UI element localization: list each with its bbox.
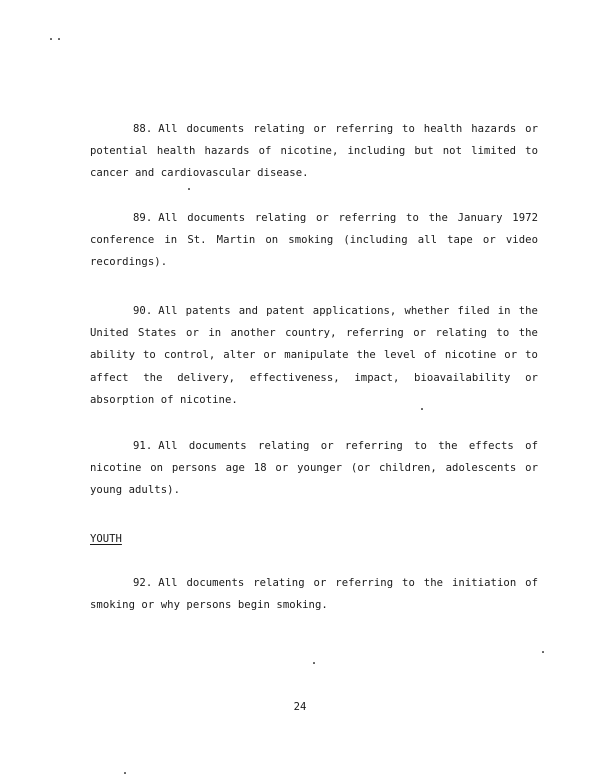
paragraph-text: All documents relating or referring to the effects of nicotine on persons age 18 or younger (or children, adolescents or young adults). xyxy=(90,440,538,497)
scan-speck xyxy=(188,188,190,190)
page-number: 24 xyxy=(293,701,307,713)
scan-speck xyxy=(421,408,423,410)
scan-speck xyxy=(124,772,126,774)
section-heading-youth: YOUTH xyxy=(90,533,122,545)
paragraph-number: 88. xyxy=(133,123,153,135)
request-paragraph-91 xyxy=(90,435,538,502)
request-paragraph-88 xyxy=(90,118,538,185)
paragraph-number: 92. xyxy=(133,577,153,589)
paragraph-text: All documents relating or referring to the January 1972 conference in St. Martin on smoking (including all tape or video recordings). xyxy=(90,212,538,269)
paragraph-number: 90. xyxy=(133,305,153,317)
request-paragraph-90 xyxy=(90,300,538,411)
scan-speck xyxy=(58,38,60,40)
paragraph-text: All documents relating or referring to health hazards or potential health hazards of nicotine, including but not limited to cancer and cardiovascular disease. xyxy=(90,123,538,180)
request-paragraph-89 xyxy=(90,207,538,274)
paragraph-text: All patents and patent applications, whether filed in the United States or in another country, referring or relating to the ability to control, alter or manipulate the level of nicotine or to affect the delivery, effectiveness, impact, bioavailability or absorption of nicotine. xyxy=(90,305,538,406)
request-paragraph-92 xyxy=(90,572,538,616)
scan-speck xyxy=(542,651,544,653)
paragraph-number: 89. xyxy=(133,212,153,224)
paragraph-number: 91. xyxy=(133,440,153,452)
scan-speck xyxy=(313,662,315,664)
scan-speck xyxy=(50,38,52,40)
paragraph-text: All documents relating or referring to the initiation of smoking or why persons begin smoking. xyxy=(90,577,538,612)
